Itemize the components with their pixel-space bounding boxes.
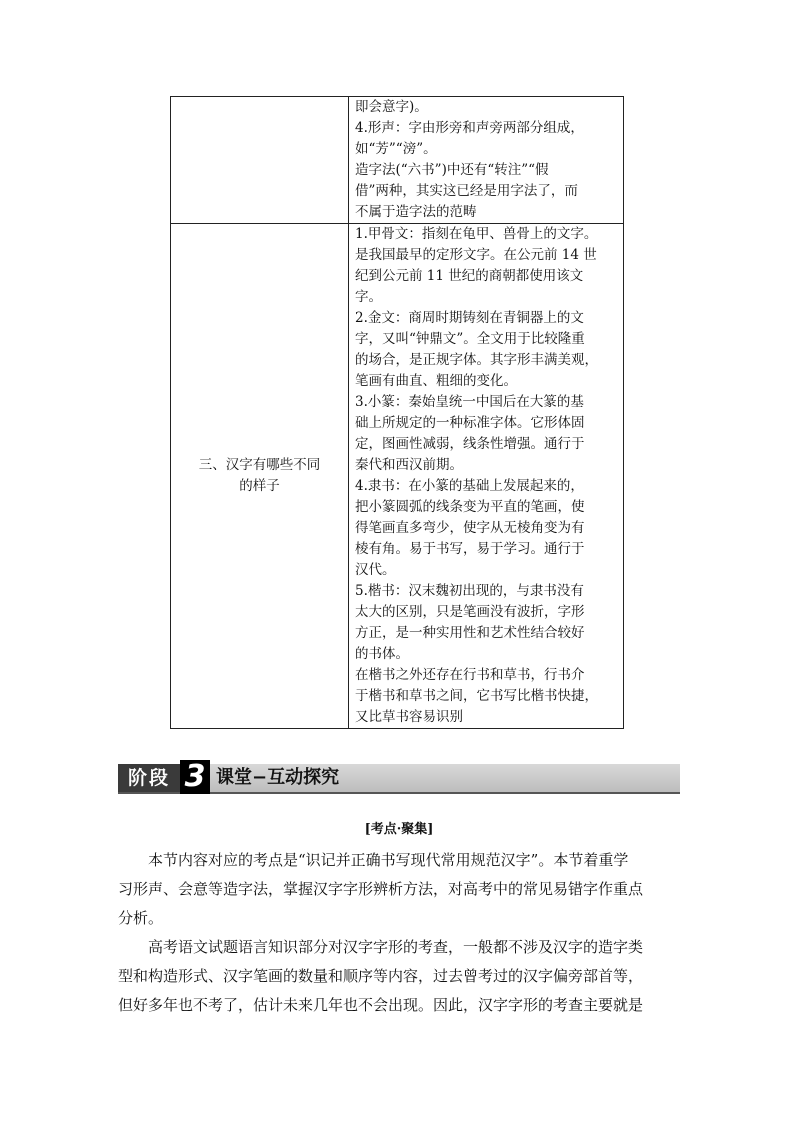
topic-text: 三、汉字有哪些不同 xyxy=(198,457,321,473)
subheading: [考点·聚集] xyxy=(364,822,434,837)
content-line: 太大的区别，只是笔画没有波折，字形 xyxy=(355,604,585,620)
table-row xyxy=(171,97,624,224)
paragraph-line: 本节内容对应的考点是“识记并正确书写现代常用规范汉字”。本节着重学 xyxy=(148,851,629,869)
content-line: 字，又叫“钟鼎文”。全文用于比较隆重 xyxy=(355,331,585,347)
content-line: 得笔画直多弯少，使字从无棱角变为有 xyxy=(355,520,585,536)
notes-table xyxy=(170,96,624,729)
content-line: 棱有角。易于书写，易于学习。通行于 xyxy=(355,541,585,557)
content-line: 2.金文：商周时期铸刻在青铜器上的文 xyxy=(355,310,584,326)
content-line: 借”两种，其实这已经是用字法了，而 xyxy=(355,183,578,199)
paragraph-line: 分析。 xyxy=(118,909,164,927)
topic-cell xyxy=(171,97,349,224)
content-line: 即会意字)。 xyxy=(355,99,428,115)
content-line: 字。 xyxy=(355,289,382,305)
content-line: 4.形声：字由形旁和声旁两部分组成， xyxy=(355,120,584,136)
content-line: 础上所规定的一种标准字体。它形体固 xyxy=(355,415,585,431)
paragraph-line: 习形声、会意等造字法，掌握汉字字形辨析方法，对高考中的常见易错字作重点 xyxy=(118,880,644,898)
content-line: 如“芳”“滂”。 xyxy=(355,141,437,157)
content-cell xyxy=(349,224,624,729)
content-line: 汉代。 xyxy=(355,562,396,578)
content-line: 5.楷书：汉末魏初出现的，与隶书没有 xyxy=(355,583,584,599)
content-line: 造字法(“六书”)中还有“转注”“假 xyxy=(355,162,549,178)
content-line: 纪到公元前 11 世纪的商朝都使用该文 xyxy=(355,268,584,284)
stage-label: 阶段 xyxy=(118,764,180,792)
content-line: 3.小篆：秦始皇统一中国后在大篆的基 xyxy=(355,394,584,410)
content-line: 定，图画性减弱，线条性增强。通行于 xyxy=(355,436,585,452)
content-line: 又比草书容易识别 xyxy=(355,709,463,725)
content-line: 笔画有曲直、粗细的变化。 xyxy=(355,373,517,389)
content-line: 把小篆圆弧的线条变为平直的笔画，使 xyxy=(355,499,585,515)
content-line: 不属于造字法的范畴 xyxy=(355,204,477,220)
section-title: 课堂−互动探究 xyxy=(216,767,340,788)
section-banner xyxy=(118,759,680,794)
paragraph-line: 型和构造形式、汉字笔画的数量和顺序等内容，过去曾考过的汉字偏旁部首等， xyxy=(118,967,644,985)
content-line: 秦代和西汉前期。 xyxy=(355,457,463,473)
topic-text: 的样子 xyxy=(239,478,280,494)
content-line: 在楷书之外还存在行书和草书，行书介 xyxy=(355,667,585,683)
content-line: 1.甲骨文：指刻在龟甲、兽骨上的文字。 xyxy=(355,226,598,242)
paragraph xyxy=(118,846,680,933)
paragraph-line: 高考语文试题语言知识部分对汉字字形的考查，一般都不涉及汉字的造字类 xyxy=(148,938,644,956)
table-row xyxy=(171,224,624,729)
content-cell xyxy=(349,97,624,224)
paragraph-line: 但好多年也不考了，估计未来几年也不会出现。因此，汉字字形的考查主要就是 xyxy=(118,996,644,1014)
content-line: 的场合，是正规字体。其字形丰满美观， xyxy=(355,352,598,368)
stage-number: 3 xyxy=(180,760,210,794)
content-line: 的书体。 xyxy=(355,646,409,662)
content-line: 于楷书和草书之间，它书写比楷书快捷， xyxy=(355,688,598,704)
body-text xyxy=(118,846,680,1020)
content-line: 方正，是一种实用性和艺术性结合较好 xyxy=(355,625,585,641)
content-line: 是我国最早的定形文字。在公元前 14 世 xyxy=(355,247,597,263)
topic-cell xyxy=(171,224,349,729)
paragraph xyxy=(118,933,680,1020)
content-line: 4.隶书：在小篆的基础上发展起来的， xyxy=(355,478,584,494)
